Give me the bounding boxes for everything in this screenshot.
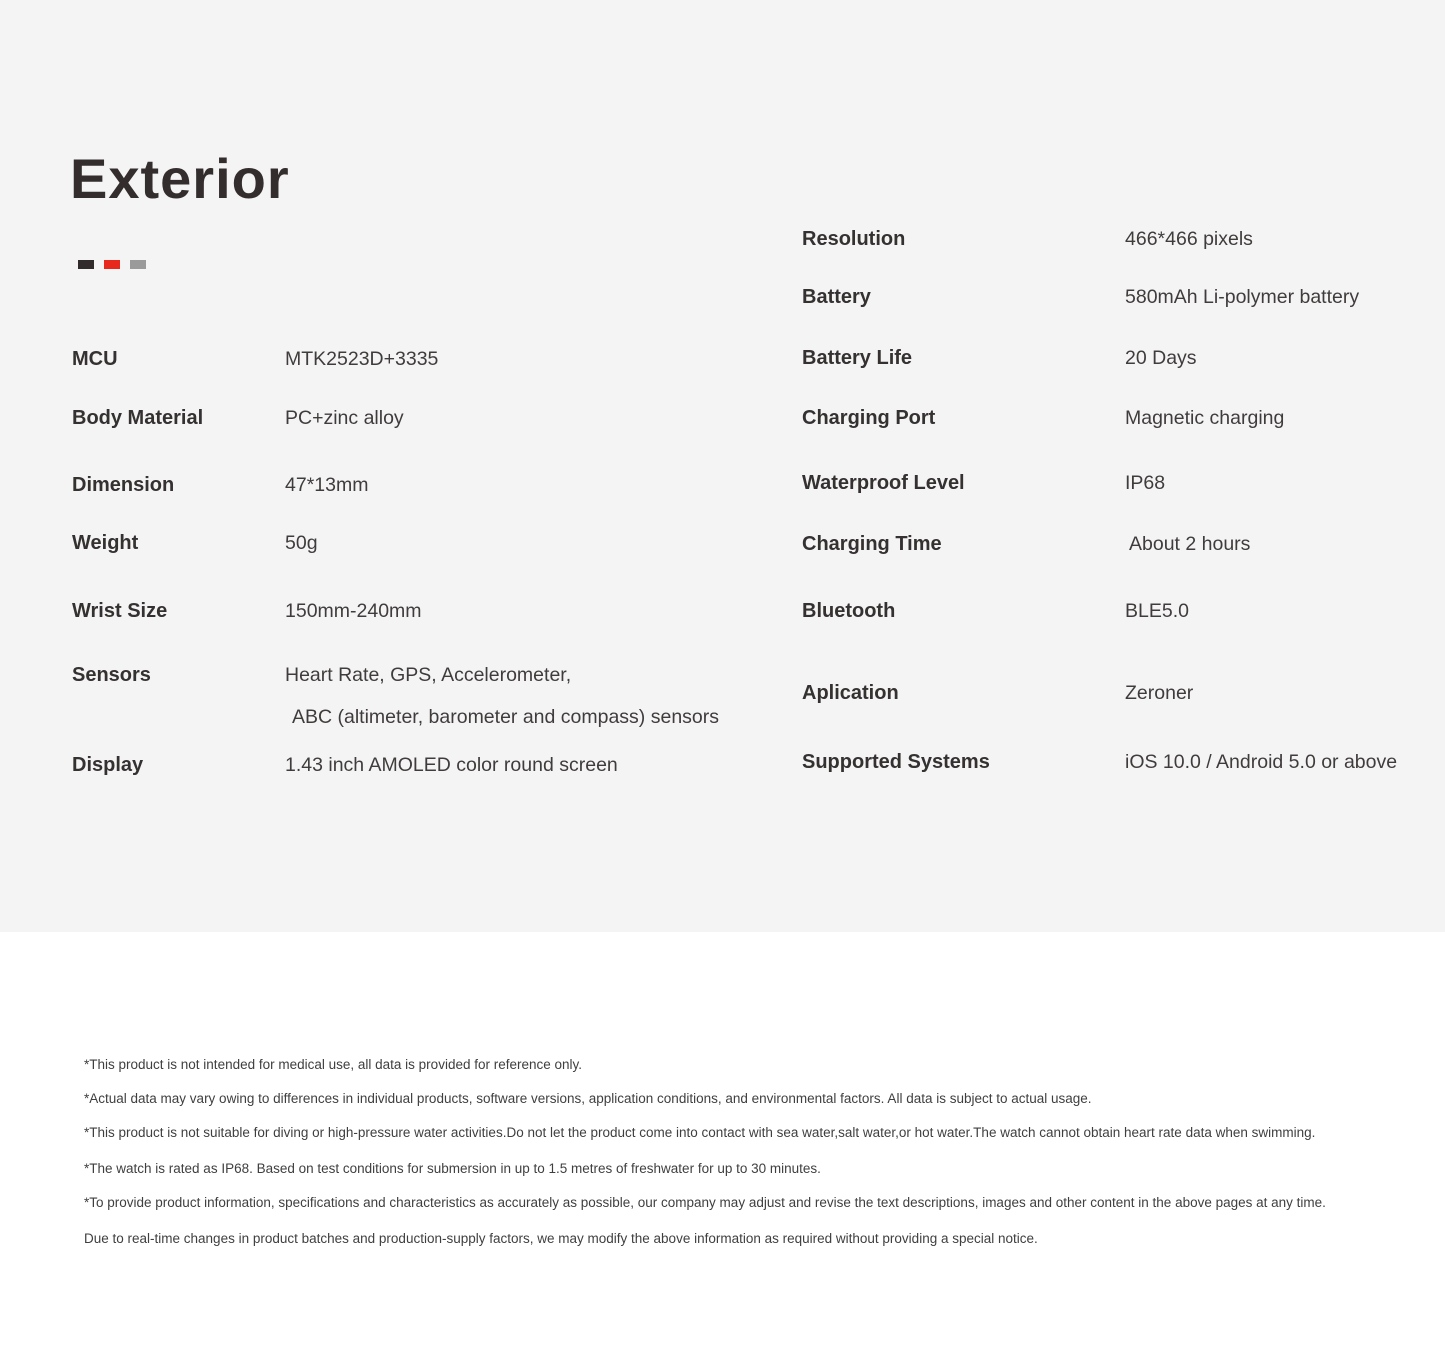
spec-value: Magnetic charging xyxy=(1125,407,1285,429)
spec-value: About 2 hours xyxy=(1129,533,1251,555)
color-swatch-gray xyxy=(130,260,146,269)
spec-value: 1.43 inch AMOLED color round screen xyxy=(285,754,618,776)
spec-label: Battery Life xyxy=(802,347,913,369)
color-swatch-red xyxy=(104,260,120,269)
spec-value-line2: ABC (altimeter, barometer and compass) sensors xyxy=(292,706,720,728)
spec-value: IP68 xyxy=(1125,472,1166,494)
footnote-line: *This product is not suitable for diving or high-pressure water activities.Do not let the product come into contact with sea water,salt water,or hot water.The watch cannot obtain heart rate data when swimming. xyxy=(84,1125,1316,1140)
spec-label: Resolution xyxy=(802,228,906,250)
spec-label: Battery xyxy=(802,286,871,308)
spec-label: Wrist Size xyxy=(72,600,168,622)
spec-value: 466*466 pixels xyxy=(1125,228,1253,250)
spec-value: 20 Days xyxy=(1125,347,1197,369)
spec-value: 50g xyxy=(285,532,318,554)
spec-value: BLE5.0 xyxy=(1125,600,1189,622)
spec-value: 580mAh Li-polymer battery xyxy=(1125,286,1360,308)
spec-label: Charging Time xyxy=(802,533,942,555)
footnote-line: *This product is not intended for medical use, all data is provided for reference only. xyxy=(84,1057,583,1072)
spec-value: MTK2523D+3335 xyxy=(285,348,439,370)
spec-value: 47*13mm xyxy=(285,474,369,496)
footnote-line: *Actual data may vary owing to differences in individual products, software versions, application conditions, and environmental factors. All data is subject to actual usage. xyxy=(84,1091,1092,1106)
spec-label: Display xyxy=(72,754,144,776)
spec-label: Sensors xyxy=(72,664,151,686)
spec-label: Dimension xyxy=(72,474,175,496)
spec-value: iOS 10.0 / Android 5.0 or above xyxy=(1125,751,1398,773)
footnote-line: Due to real-time changes in product batches and production-supply factors, we may modify the above information as required without providing a special notice. xyxy=(84,1231,1038,1246)
spec-label: Charging Port xyxy=(802,407,936,429)
spec-value: 150mm-240mm xyxy=(285,600,422,622)
spec-label: MCU xyxy=(72,348,118,370)
spec-label: Waterproof Level xyxy=(802,472,965,494)
spec-value: Zeroner xyxy=(1125,682,1194,704)
spec-label: Body Material xyxy=(72,407,204,429)
spec-label: Weight xyxy=(72,532,139,554)
disclaimer-footnotes xyxy=(84,1055,1414,1263)
color-swatch-dark xyxy=(78,260,94,269)
page-title: Exterior xyxy=(70,147,290,210)
spec-label: Supported Systems xyxy=(802,751,990,773)
footnote-line: *The watch is rated as IP68. Based on test conditions for submersion in up to 1.5 metres of freshwater for up to 30 minutes. xyxy=(84,1161,821,1176)
spec-label: Bluetooth xyxy=(802,600,896,622)
spec-value: Heart Rate, GPS, Accelerometer, xyxy=(285,664,572,686)
spec-value: PC+zinc alloy xyxy=(285,407,404,429)
spec-label: Aplication xyxy=(802,682,899,704)
footnote-line: *To provide product information, specifications and characteristics as accurately as possible, our company may adjust and revise the text descriptions, images and other content in the above pages at any time. xyxy=(84,1195,1326,1210)
color-swatches xyxy=(78,260,146,269)
